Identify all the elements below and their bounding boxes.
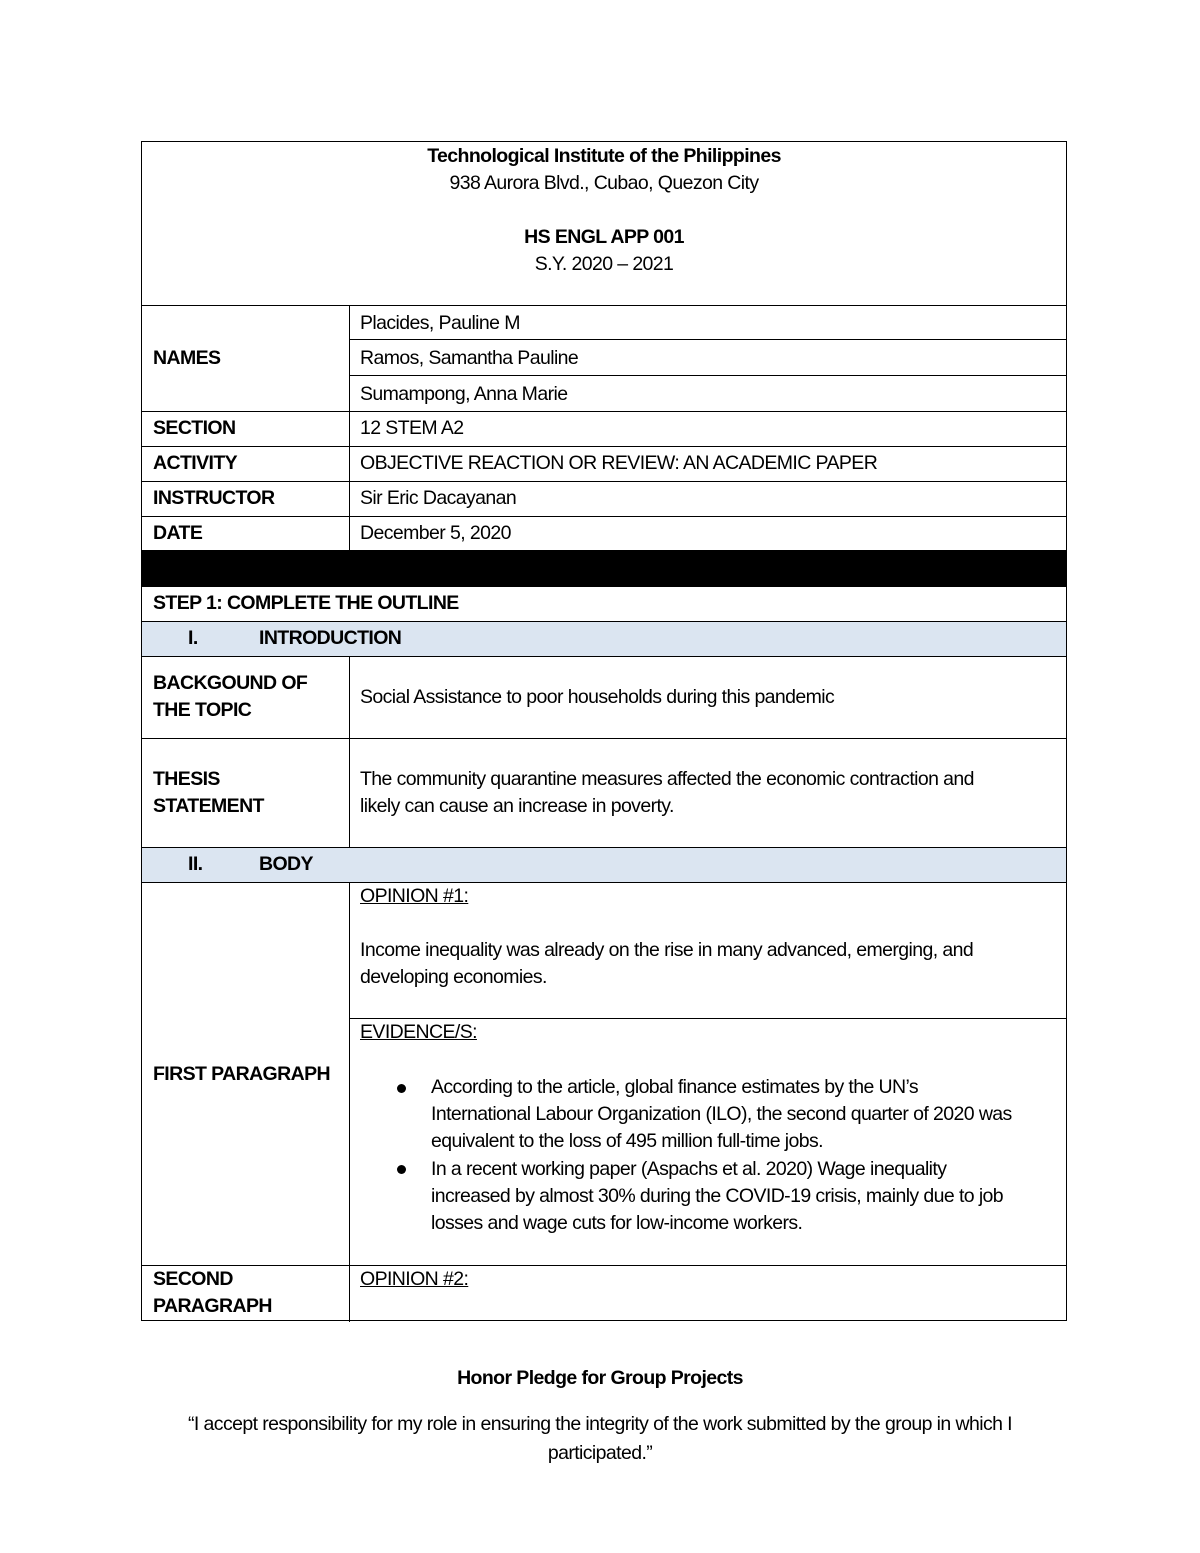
date-value: December 5, 2020 [360,522,511,544]
background-text: Social Assistance to poor households during this pandemic [360,686,835,708]
thesis-text-line-1: The community quarantine measures affected the economic contraction and [360,768,974,790]
name-1: Placides, Pauline M [360,312,520,334]
evidence-1-line-1: According to the article, global finance estimates by the UN’s [431,1076,919,1098]
body-title: BODY [259,853,313,875]
name-3: Sumampong, Anna Marie [360,383,568,405]
activity-value: OBJECTIVE REACTION OR REVIEW: AN ACADEMIC PAPER [360,452,878,474]
outline-form [141,141,1067,1321]
divider [142,882,1066,883]
step-title: STEP 1: COMPLETE THE OUTLINE [153,592,459,614]
school-year: S.Y. 2020 – 2021 [534,253,674,275]
divider [142,446,1066,447]
bullet-icon [397,1165,406,1174]
evidence-label: EVIDENCE/S: [360,1021,477,1043]
evidence-2-line-3: losses and wage cuts for low-income workers. [431,1212,803,1234]
pledge-title: Honor Pledge for Group Projects [457,1367,743,1389]
instructor-label: INSTRUCTOR [153,487,275,509]
thesis-label-line-2: STATEMENT [153,795,264,817]
section-label: SECTION [153,417,236,439]
column-divider [349,656,350,847]
divider [142,305,1066,306]
divider [350,375,1066,376]
introduction-title: INTRODUCTION [259,627,402,649]
divider [142,411,1066,412]
pledge-text-line-1: “I accept responsibility for my role in ensuring the integrity of the work submitted by the group in which I [188,1413,1012,1435]
evidence-1-line-2: International Labour Organization (ILO), the second quarter of 2020 was [431,1103,1012,1125]
section-separator-bar [142,551,1066,587]
introduction-number: I. [188,627,198,649]
opinion-2-label: OPINION #2: [360,1268,469,1290]
instructor-value: Sir Eric Dacayanan [360,487,517,509]
divider [142,738,1066,739]
name-2: Ramos, Samantha Pauline [360,347,579,369]
institution-name: Technological Institute of the Philippines [427,145,781,167]
column-divider [349,882,350,1322]
divider [142,516,1066,517]
divider [142,481,1066,482]
divider [142,1265,1066,1266]
bullet-icon [397,1084,406,1093]
date-label: DATE [153,522,203,544]
evidence-2-line-2: increased by almost 30% during the COVID-19 crisis, mainly due to job [431,1185,1004,1207]
background-label-line-1: BACKGOUND OF [153,672,308,694]
second-paragraph-label-line-2: PARAGRAPH [153,1295,272,1317]
background-label-line-2: THE TOPIC [153,699,252,721]
first-paragraph-label: FIRST PARAGRAPH [153,1063,330,1085]
evidence-2-line-1: In a recent working paper (Aspachs et al. 2020) Wage inequality [431,1158,947,1180]
thesis-text-line-2: likely can cause an increase in poverty. [360,795,674,817]
names-label: NAMES [153,347,221,369]
section-value: 12 STEM A2 [360,417,464,439]
institution-address: 938 Aurora Blvd., Cubao, Quezon City [449,172,759,194]
divider [350,339,1066,340]
course-code: HS ENGL APP 001 [524,226,684,248]
body-number: II. [188,853,203,875]
activity-label: ACTIVITY [153,452,238,474]
opinion-1-line-1: Income inequality was already on the rise in many advanced, emerging, and [360,939,974,961]
evidence-1-line-3: equivalent to the loss of 495 million full-time jobs. [431,1130,824,1152]
second-paragraph-label-line-1: SECOND [153,1268,233,1290]
divider [142,656,1066,657]
opinion-1-label: OPINION #1: [360,885,469,907]
pledge-text-line-2: participated.” [547,1442,653,1464]
thesis-label-line-1: THESIS [153,768,220,790]
column-divider [349,305,350,550]
opinion-1-line-2: developing economies. [360,966,547,988]
